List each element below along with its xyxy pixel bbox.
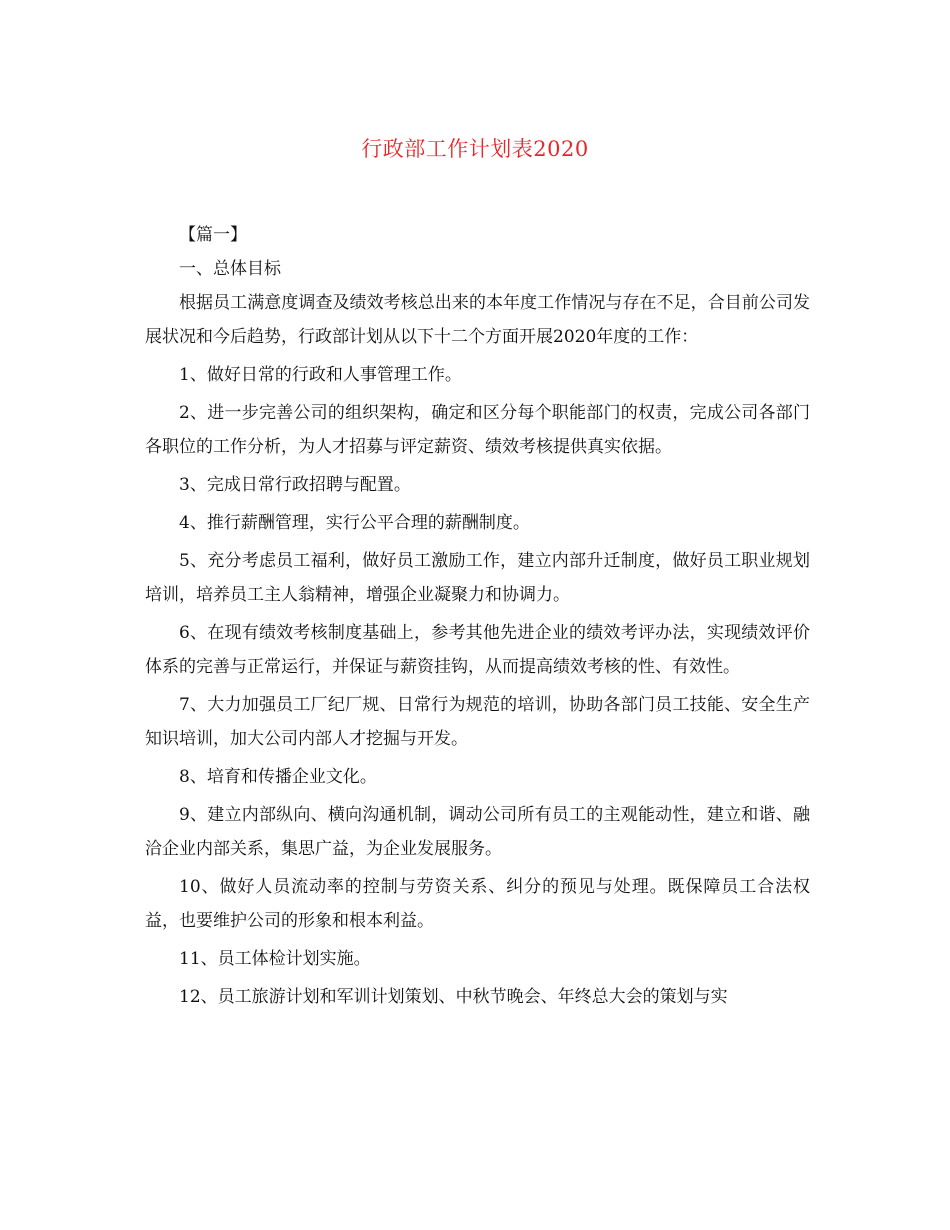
list-item: 2、进一步完善公司的组织架构，确定和区分每个职能部门的权责，完成公司各部门各职位的工作分析，为人才招募与评定薪资、绩效考核提供真实依据。	[145, 403, 810, 457]
intro-paragraph: 根据员工满意度调查及绩效考核总出来的本年度工作情况与存在不足，合目前公司发展状况和今后趋势，行政部计划从以下十二个方面开展2020年度的工作：	[145, 293, 810, 347]
list-item: 1、做好日常的行政和人事管理工作。	[179, 365, 462, 385]
document-body	[145, 218, 810, 1014]
document-title: 行政部工作计划表2020	[361, 137, 589, 161]
list-item: 8、培育和传播企业文化。	[179, 767, 377, 787]
list-item: 9、建立内部纵向、横向沟通机制，调动公司所有员工的主观能动性，建立和谐、融洽企业内部关系，集思广益，为企业发展服务。	[145, 805, 810, 859]
list-item: 5、充分考虑员工福利，做好员工激励工作，建立内部升迁制度，做好员工职业规划培训，培养员工主人翁精神，增强企业凝聚力和协调力。	[145, 551, 810, 605]
heading-general-goals: 一、总体目标	[179, 259, 281, 279]
list-item: 6、在现有绩效考核制度基础上，参考其他先进企业的绩效考评办法，实现绩效评价体系的完善与正常运行，并保证与薪资挂钩，从而提高绩效考核的性、有效性。	[145, 623, 810, 677]
list-item: 12、员工旅游计划和军训计划策划、中秋节晚会、年终总大会的策划与实	[179, 987, 728, 1007]
list-item: 10、做好人员流动率的控制与劳资关系、纠分的预见与处理。既保障员工合法权益，也要维护公司的形象和根本利益。	[145, 877, 810, 931]
list-item: 7、大力加强员工厂纪厂规、日常行为规范的培训，协助各部门员工技能、安全生产知识培训，加大公司内部人才挖掘与开发。	[145, 695, 810, 749]
section-label: 【篇一】	[179, 225, 247, 245]
list-item: 4、推行薪酬管理，实行公平合理的薪酬制度。	[179, 513, 530, 533]
list-item: 3、完成日常行政招聘与配置。	[179, 475, 411, 495]
list-item: 11、员工体检计划实施。	[179, 949, 371, 969]
